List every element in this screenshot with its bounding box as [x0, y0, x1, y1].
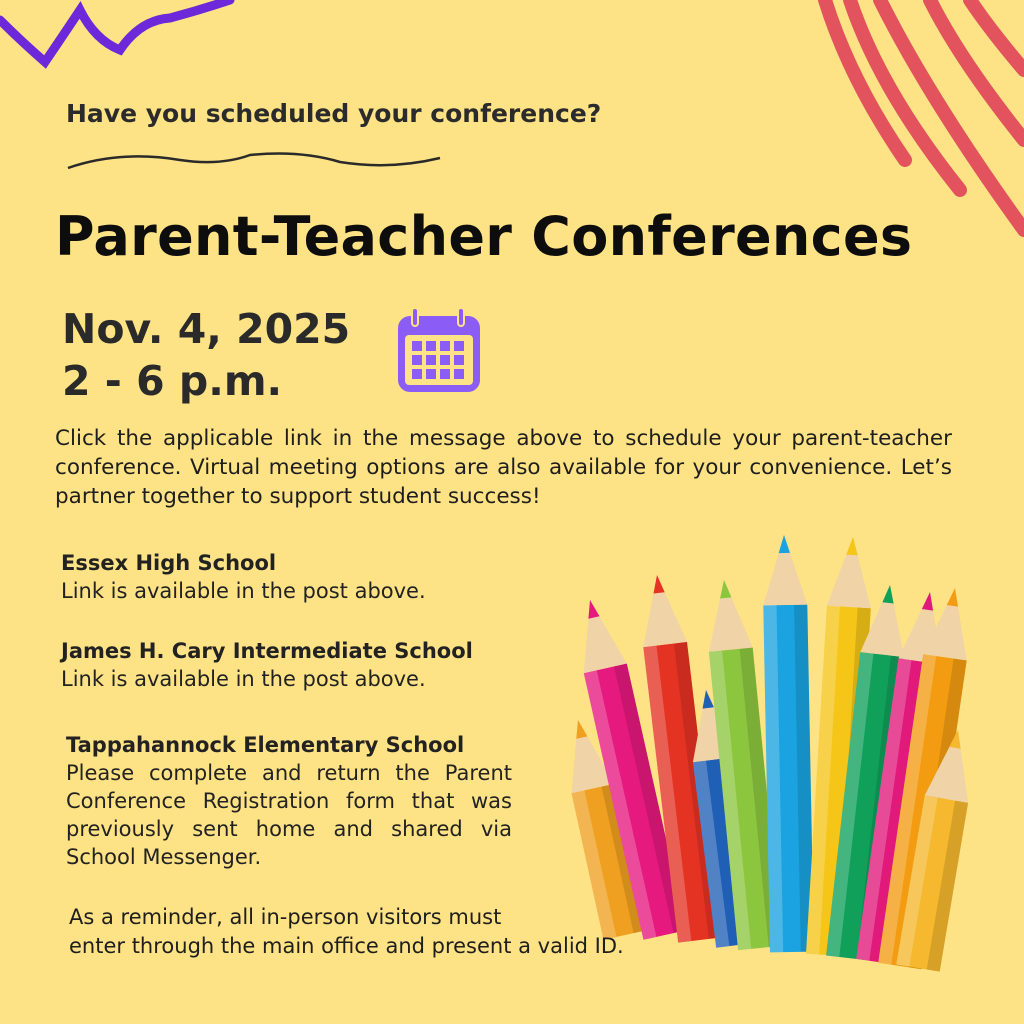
- calendar-day: [454, 369, 464, 379]
- calendar-day: [426, 355, 436, 365]
- calendar-day: [454, 341, 464, 351]
- calendar-day: [412, 355, 422, 365]
- reminder-note: [69, 903, 624, 961]
- school-james-h-cary: [61, 637, 473, 693]
- school-name: James H. Cary Intermediate School: [61, 639, 473, 663]
- event-date: Nov. 4, 2025: [62, 305, 351, 353]
- calendar-day: [426, 341, 436, 351]
- squiggle-underline: [68, 154, 440, 168]
- calendar-day: [426, 369, 436, 379]
- calendar-day: [412, 369, 422, 379]
- red-scribble: [825, 0, 1024, 230]
- school-note: Link is available in the post above.: [61, 667, 426, 691]
- conference-question: Have you scheduled your conference?: [66, 99, 602, 128]
- calendar-day: [440, 355, 450, 365]
- purple-zigzag-scribble: [0, 0, 230, 62]
- reminder-line-2: enter through the main office and present a valid ID.: [69, 934, 624, 958]
- event-time: 2 - 6 p.m.: [62, 357, 283, 405]
- school-tappahannock: [66, 731, 512, 871]
- calendar-day: [412, 341, 422, 351]
- school-note: Link is available in the post above.: [61, 579, 426, 603]
- calendar-icon: [398, 308, 480, 392]
- page-title: Parent-Teacher Conferences: [55, 205, 913, 268]
- reminder-line-1: As a reminder, all in-person visitors must: [69, 905, 502, 929]
- event-datetime: [62, 303, 350, 407]
- school-note: Please complete and return the Parent Conference Registration form that was previously sent home and shared via School Messenger.: [66, 761, 512, 869]
- colored-pencils-illustration: [572, 535, 969, 972]
- pencil: [763, 535, 814, 952]
- calendar-day: [454, 355, 464, 365]
- intro-paragraph: Click the applicable link in the message above to schedule your parent-teacher conference. Virtual meeting options are also available for your convenience. Let’s partner together to support student success!: [55, 426, 952, 509]
- school-essex: [61, 549, 426, 605]
- school-name: Essex High School: [61, 551, 277, 575]
- calendar-day: [440, 341, 450, 351]
- calendar-day: [440, 369, 450, 379]
- school-name: Tappahannock Elementary School: [66, 733, 465, 757]
